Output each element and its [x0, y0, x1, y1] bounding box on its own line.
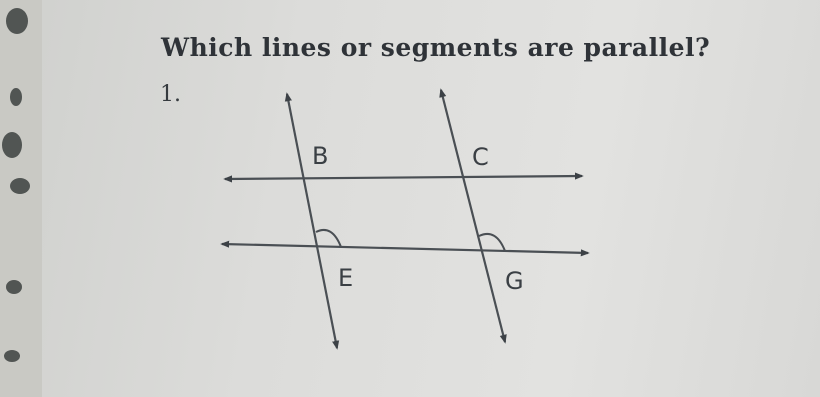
angle-arc-left [316, 230, 341, 247]
angle-arc-right [479, 234, 505, 251]
label-b: B [312, 142, 329, 170]
label-g: G [505, 267, 524, 295]
problem-number: 1. [160, 82, 181, 107]
horizontal-line-eg [222, 244, 588, 253]
question-text: Which lines or segments are parallel? [161, 33, 711, 62]
label-c: C [472, 143, 489, 171]
label-e: E [338, 264, 354, 292]
transversal-line-cg [441, 90, 505, 342]
transversal-line-be [287, 94, 337, 348]
horizontal-line-bc [225, 176, 582, 179]
